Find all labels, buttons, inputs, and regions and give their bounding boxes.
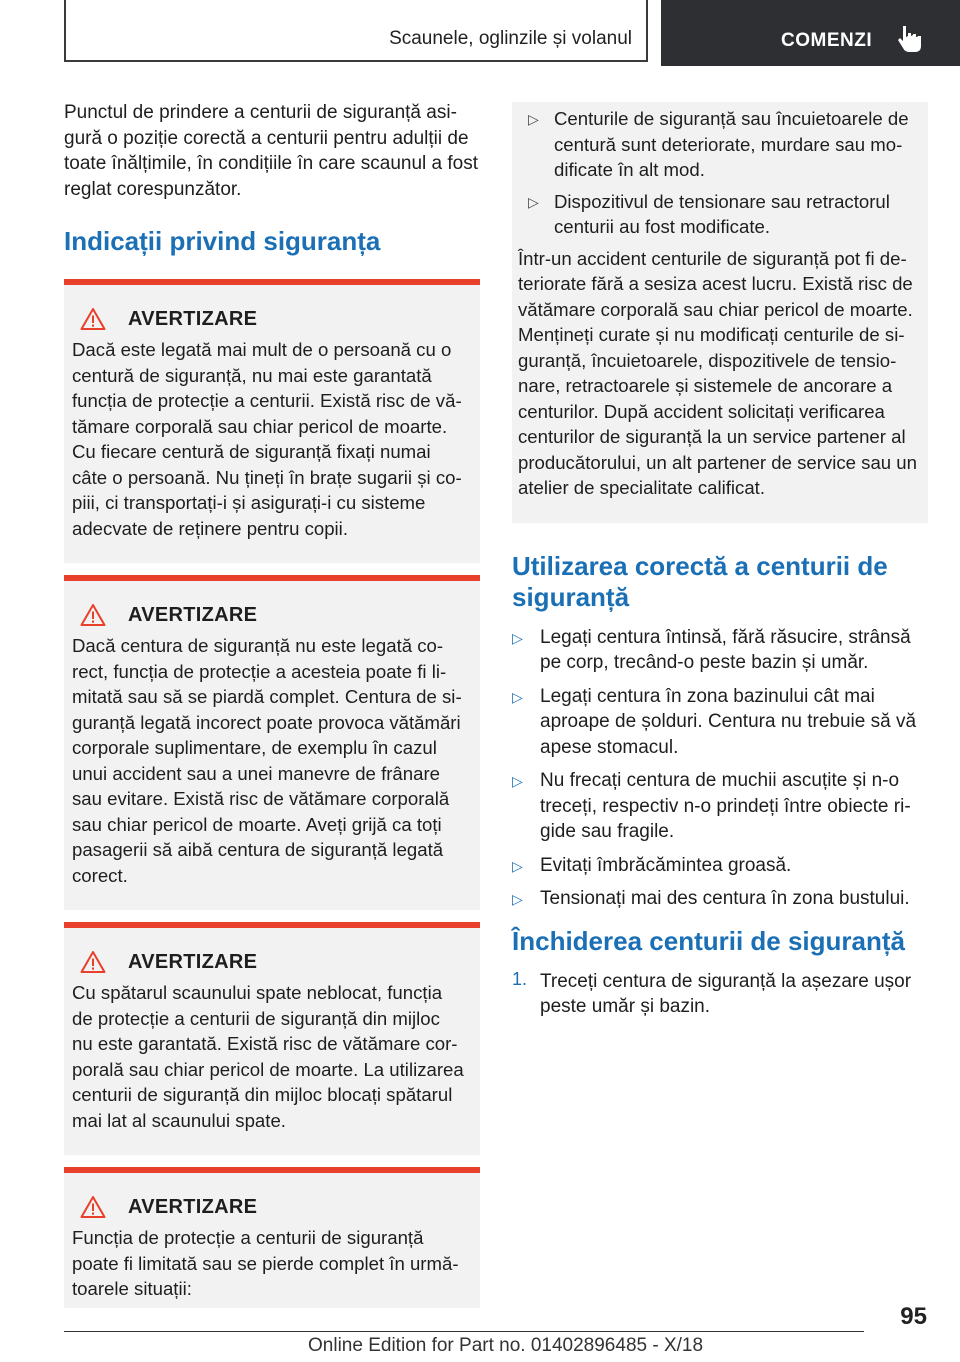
warning-header	[72, 603, 464, 627]
page-number: 95	[900, 1303, 927, 1330]
triangle-bullet-icon: ▷	[512, 688, 523, 705]
warning-box-2	[64, 575, 480, 910]
warning-triangle-icon	[80, 307, 106, 331]
triangle-bullet-icon: ▷	[528, 111, 539, 127]
usage-list	[512, 625, 928, 912]
list-item-text: Tensionați mai des centura în zona bustului.	[540, 888, 910, 909]
list-item	[518, 106, 918, 183]
list-item-text: Treceți centura de siguranță la așezare ușor peste umăr și bazin.	[540, 970, 912, 1017]
list-item-text: Evitați îmbrăcămintea groasă.	[540, 854, 792, 876]
warning-text: Dacă este legată mai mult de o persoană cu o centură de siguranță, nu mai este garantată funcția de protecție a centurii. Există risc de vătămare corporală sau chiar pericol de moarte. Cu fiecare centură de siguranță fixați numai câte o persoană. Nu țineți în brațe sugarii și copiii, ci transportați-i și asigurați-i cu sisteme adecvate de reținere pentru copii.	[72, 339, 462, 539]
warning-text: Funcția de protecție a centurii de siguranță poate fi limitată sau se pierde complet în următoarele situații:	[72, 1227, 459, 1299]
list-item	[512, 768, 928, 845]
warning-title: AVERTIZARE	[128, 603, 258, 626]
heading-correct-usage: Utilizarea corectă a centurii de siguranță	[512, 550, 888, 612]
warning-title: AVERTIZARE	[128, 307, 258, 330]
warning-triangle-icon	[80, 1195, 106, 1219]
page-header	[64, 0, 960, 66]
warning-header	[72, 307, 464, 331]
warning-title: AVERTIZARE	[128, 950, 258, 973]
warning-box-3	[64, 922, 480, 1155]
header-section-title: Scaunele, oglinzile și volanul	[389, 28, 632, 49]
warning-text: Într-un accident centurile de siguranță pot fi deteriorate fără a sesiza acest lucru. Există risc de vătămare corporală sau chiar pericol de moarte. Mențineți curate și nu modificați centurile de siguranță, încuietoarele, dispozitivele de tensionare, retractoarele și sistemele de ancorare a centurilor. După accident solicitați verificarea centurilor de siguranță la un service partener al producătorului, un alt partener de service sau un atelier de specialitate calificat.	[518, 247, 917, 498]
warning-box-1	[64, 279, 480, 563]
list-item	[512, 886, 928, 912]
triangle-bullet-icon: ▷	[512, 857, 523, 874]
intro-paragraph: Punctul de prindere a centurii de siguranță asigură o poziție corectă a centurii pentru adulții de toate înălțimile, în condițiile în care scaunul a fost reglat corespunzător.	[64, 102, 479, 200]
header-tab-comenzi[interactable]	[661, 0, 960, 66]
list-item-text: Legați centura întinsă, fără răsucire, strânsă pe corp, trecând-o peste bazin și umăr.	[540, 626, 911, 673]
list-item-text: Legați centura în zona bazinului cât mai aproape de șolduri. Centura nu trebuie să vă apese stomacul.	[540, 685, 917, 758]
header-section-box	[64, 0, 648, 62]
heading-safety: Indicații privind siguranța	[64, 226, 381, 256]
warning-header	[72, 950, 464, 974]
footer-divider	[64, 1331, 864, 1332]
warning-box-4-continued	[512, 102, 928, 523]
warning-triangle-icon	[80, 950, 106, 974]
steps-list	[512, 969, 928, 1020]
list-item	[512, 684, 928, 761]
warning-box-4	[64, 1167, 480, 1308]
list-item-text: Dispozitivul de tensionare sau retractorul centurii au fost modificate.	[554, 190, 890, 237]
triangle-bullet-icon: ▷	[528, 193, 539, 210]
triangle-bullet-icon: ▷	[512, 629, 523, 646]
list-item	[518, 189, 918, 240]
warning-triangle-icon	[80, 603, 106, 627]
warning-title: AVERTIZARE	[128, 1195, 258, 1218]
heading-closing-belt: Închiderea centurii de siguranță	[512, 925, 905, 956]
warning-text: Cu spătarul scaunului spate neblocat, funcția de protecție a centurii de siguranță din mijloc nu este garantată. Există risc de vătămare corporală sau chiar pericol de moarte. La utilizarea centurii de siguranță din mijloc blocați spătarul mai lat al scaunului spate.	[72, 982, 464, 1131]
list-item-text: Nu frecați centura de muchii ascuțite și n-o treceți, respectiv n-o prindeți între obiecte rigide sau fragile.	[540, 770, 911, 842]
triangle-bullet-icon: ▷	[512, 891, 523, 907]
list-item	[512, 969, 928, 1020]
warning-header	[72, 1195, 464, 1219]
left-column	[64, 100, 480, 1320]
hand-pointer-icon	[897, 24, 923, 54]
list-item	[512, 625, 928, 676]
triangle-bullet-icon: ▷	[512, 773, 523, 789]
footer-edition: Online Edition for Part no. 01402896485 - X/18	[308, 1335, 704, 1356]
header-tab-label: COMENZI	[781, 30, 873, 51]
list-item-text: Centurile de siguranță sau încuietoarele de centură sunt deteriorate, murdare sau modificate în alt mod.	[554, 108, 909, 180]
right-column	[512, 102, 928, 1034]
step-number: 1.	[512, 968, 528, 989]
list-item	[512, 853, 928, 879]
warning-text: Dacă centura de siguranță nu este legată corect, funcția de protecție a acesteia poate fi limitată sau să se piardă complet. Centura de siguranță legată incorect poate provoca vătămări corporale suplimentare, de exemplu în cazul unui accident sau a unei manevre de frânare sau evitare. Există risc de vătămare corporală sau chiar pericol de moarte. Aveți grijă ca toți pasagerii să aibă centura de siguranță legată corect.	[72, 635, 462, 886]
